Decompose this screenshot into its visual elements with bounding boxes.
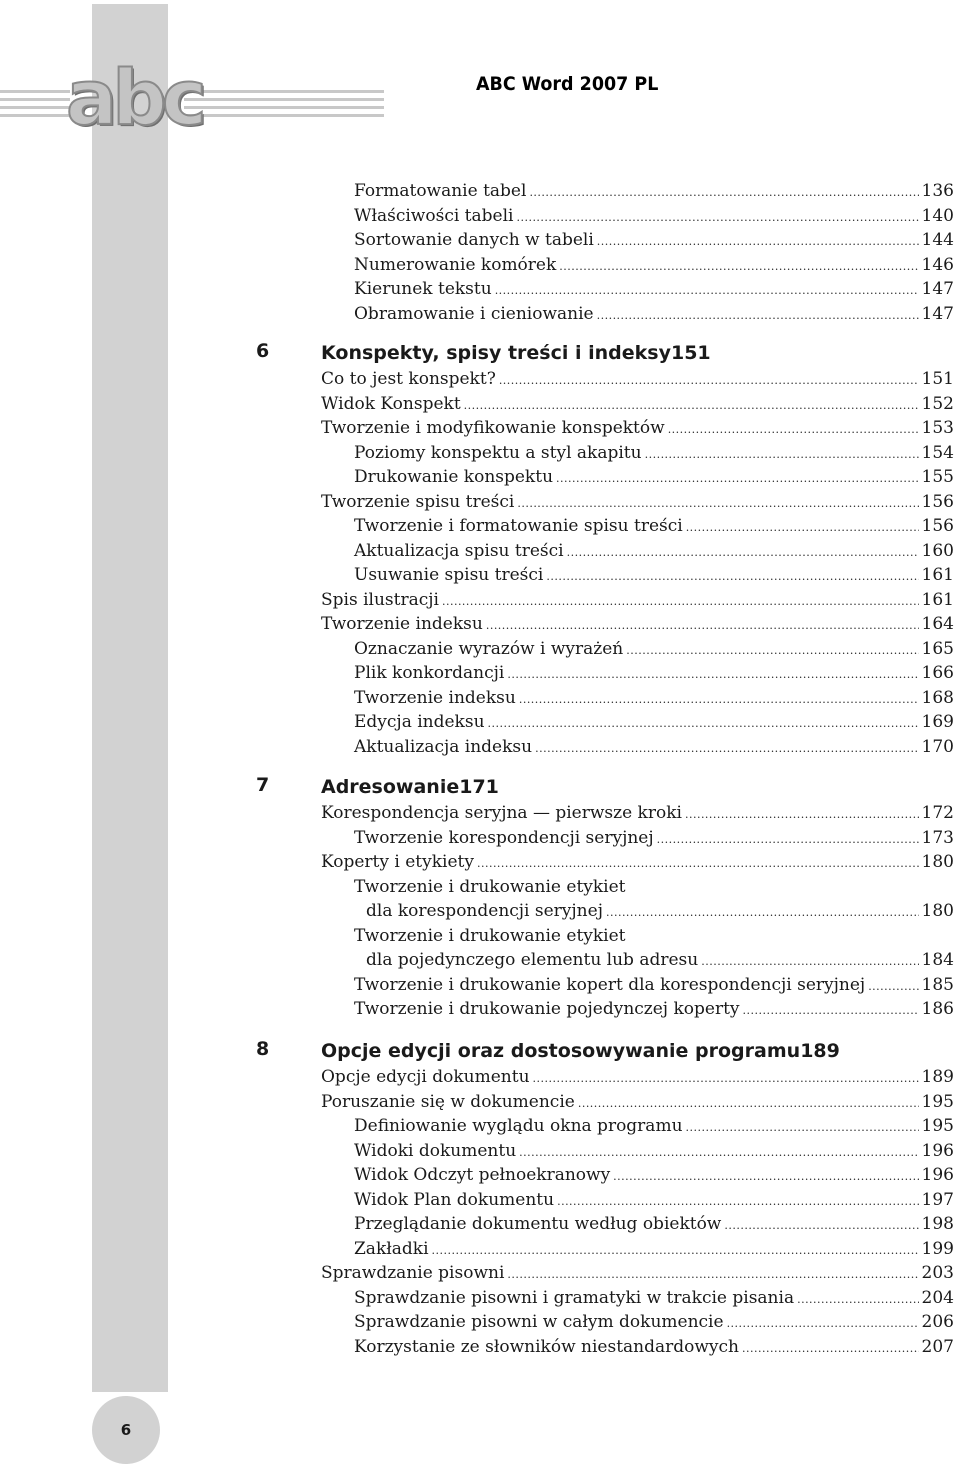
dot-leader — [742, 1336, 919, 1358]
toc-entry-title: Aktualizacja spisu treści — [354, 540, 564, 561]
dot-leader — [724, 1213, 918, 1235]
toc-entry[interactable] — [354, 540, 954, 562]
toc-entry-title: Tworzenie i drukowanie etykiet — [354, 925, 626, 946]
dot-leader — [556, 466, 919, 488]
chapter-page: 151 — [670, 342, 711, 364]
toc-entry-page: 156 — [921, 491, 954, 512]
dot-leader — [868, 974, 918, 996]
toc-entry-page: 155 — [921, 467, 954, 487]
toc-entry[interactable] — [354, 515, 954, 537]
dot-leader — [797, 1287, 918, 1309]
toc-entry[interactable] — [354, 638, 954, 660]
chapter-heading[interactable] — [321, 774, 954, 800]
toc-entry-title: Widok Plan dokumentu — [354, 1189, 555, 1210]
toc-entry[interactable] — [354, 974, 954, 996]
dot-leader — [657, 827, 919, 849]
toc-entry-page: 147 — [921, 303, 954, 324]
toc-entry-page: 207 — [921, 1336, 954, 1357]
dot-leader — [507, 662, 918, 684]
toc-entry[interactable] — [354, 180, 954, 202]
toc-entry-page: 152 — [921, 393, 954, 414]
toc-entry-title: Kierunek tekstu — [354, 279, 492, 299]
toc-entry-title: Sprawdzanie pisowni i gramatyki w trakcie pisania — [354, 1287, 795, 1308]
toc-entry[interactable] — [321, 1066, 954, 1088]
toc-entry-title: Tworzenie indeksu — [321, 614, 483, 634]
dot-leader — [507, 1262, 918, 1284]
chapter-number: 7 — [256, 774, 270, 796]
toc-entry[interactable] — [354, 1189, 954, 1211]
chapter-title: Adresowanie — [321, 776, 460, 798]
toc-entry-title: Tworzenie i drukowanie pojedynczej koperty — [354, 999, 740, 1019]
chapter-title: Opcje edycji oraz dostosowywanie programu — [321, 1040, 801, 1062]
toc-entry-page: 144 — [921, 230, 954, 250]
dot-leader — [567, 540, 919, 562]
toc-entry[interactable] — [354, 229, 954, 251]
toc-entry-page: 161 — [921, 589, 954, 610]
toc-entry-page: 156 — [921, 516, 954, 536]
toc-entry[interactable] — [354, 736, 954, 758]
toc-entry-title: Właściwości tabeli — [354, 205, 514, 226]
toc-entry[interactable] — [354, 564, 954, 586]
toc-entry-title: Spis ilustracji — [321, 589, 439, 610]
toc-entry-title: Usuwanie spisu treści — [354, 565, 544, 585]
toc-entry-title: Korzystanie ze słowników niestandardowych — [354, 1336, 739, 1357]
toc-entry-page: 168 — [921, 687, 954, 708]
toc-entry-title: Tworzenie i drukowanie etykiet — [354, 876, 626, 897]
toc-entry-page: 197 — [921, 1189, 954, 1210]
toc-entry[interactable] — [321, 851, 954, 873]
toc-entry[interactable] — [354, 1140, 954, 1162]
dot-leader — [477, 851, 919, 873]
toc-entry-page: 195 — [921, 1116, 954, 1136]
dot-leader — [559, 254, 918, 276]
toc-entry-page: 186 — [921, 999, 954, 1019]
toc-entry[interactable] — [354, 205, 954, 227]
dot-leader — [499, 368, 919, 390]
toc-entry[interactable] — [354, 1164, 954, 1186]
dot-leader — [743, 998, 919, 1020]
toc-entry[interactable] — [354, 303, 954, 325]
toc-entry[interactable] — [354, 1311, 954, 1333]
toc-entry-page: 180 — [921, 852, 954, 872]
toc-entry[interactable] — [354, 466, 954, 488]
toc-entry-title: Widoki dokumentu — [354, 1140, 517, 1161]
toc-entry[interactable] — [321, 368, 954, 390]
toc-entry-page: 184 — [921, 950, 954, 970]
toc-entry[interactable] — [354, 998, 954, 1020]
toc-entry[interactable] — [354, 278, 954, 300]
toc-entry[interactable] — [321, 491, 954, 513]
toc-entry[interactable] — [321, 1091, 954, 1113]
toc-entry-title: Tworzenie i drukowanie kopert dla korespondencji seryjnej — [354, 974, 866, 995]
toc-entry-title: Obramowanie i cieniowanie — [354, 303, 594, 324]
dot-leader — [519, 1140, 918, 1162]
toc-entry[interactable] — [354, 1336, 954, 1358]
toc-entry[interactable] — [366, 949, 954, 971]
toc-entry-title: Sprawdzanie pisowni w całym dokumencie — [354, 1312, 724, 1332]
chapter-heading[interactable] — [321, 1038, 954, 1064]
toc-entry-title: Sprawdzanie pisowni — [321, 1263, 505, 1283]
toc-entry-title: Tworzenie i modyfikowanie konspektów — [321, 418, 665, 438]
toc-entry-page: 206 — [921, 1312, 954, 1332]
toc-entry-page: 169 — [921, 712, 954, 732]
dot-leader — [486, 613, 919, 635]
toc-entry-first-line — [354, 876, 626, 898]
dot-leader — [517, 491, 918, 513]
toc-entry-page: 173 — [921, 827, 954, 848]
chapter-number: 6 — [256, 340, 270, 362]
toc-entry-page: 196 — [921, 1140, 954, 1161]
dot-leader — [516, 205, 918, 227]
logo-stripes-left — [0, 90, 70, 122]
toc-entry-page: 154 — [921, 442, 954, 463]
toc-entry-page: 146 — [921, 254, 954, 275]
dot-leader — [546, 564, 918, 586]
dot-leader — [557, 1189, 918, 1211]
toc-entry-title: Tworzenie spisu treści — [321, 491, 515, 512]
chapter-title: Konspekty, spisy treści i indeksy — [321, 342, 671, 364]
toc-entry-page: 203 — [921, 1263, 954, 1283]
dot-leader — [686, 515, 919, 537]
dot-leader — [668, 417, 919, 439]
toc-entry[interactable] — [321, 613, 954, 635]
toc-entry[interactable] — [354, 827, 954, 849]
margin-bar — [92, 0, 168, 1392]
toc-entry-title: Opcje edycji dokumentu — [321, 1067, 530, 1087]
toc-entry-title: Tworzenie i formatowanie spisu treści — [354, 516, 683, 536]
toc-entry-page: 151 — [921, 369, 954, 389]
toc-entry-title: Korespondencja seryjna — pierwsze kroki — [321, 803, 682, 823]
dot-leader — [495, 278, 919, 300]
dot-leader — [442, 589, 919, 611]
toc-entry[interactable] — [321, 589, 954, 611]
toc-entry-page: 196 — [921, 1165, 954, 1185]
dot-leader — [597, 303, 919, 325]
page-number: 6 — [92, 1396, 160, 1464]
toc-entry-page: 195 — [921, 1091, 954, 1112]
dot-leader — [626, 638, 918, 660]
dot-leader — [464, 393, 919, 415]
toc-entry[interactable] — [354, 711, 954, 733]
toc-entry[interactable] — [354, 1213, 954, 1235]
toc-entry-title: Poziomy konspektu a styl akapitu — [354, 442, 642, 463]
toc-entry[interactable] — [321, 802, 954, 824]
dot-leader — [432, 1238, 919, 1260]
toc-entry-page: 172 — [921, 803, 954, 823]
toc-entry-title: dla pojedynczego elementu lub adresu — [366, 950, 699, 970]
toc-entry-title: Edycja indeksu — [354, 712, 485, 732]
dot-leader — [519, 687, 919, 709]
toc-entry-title: Numerowanie komórek — [354, 254, 557, 275]
toc-entry[interactable] — [354, 687, 954, 709]
toc-entry-page: 170 — [921, 736, 954, 757]
toc-entry-page: 164 — [921, 614, 954, 634]
toc-entry-title: Widok Odczyt pełnoekranowy — [354, 1165, 611, 1185]
toc-entry-title: Tworzenie indeksu — [354, 687, 516, 708]
toc-entry-page: 189 — [921, 1067, 954, 1087]
chapter-page: 171 — [459, 776, 499, 798]
toc-entry-page: 153 — [921, 418, 954, 438]
logo-stripes-right — [184, 90, 384, 122]
toc-entry-title: Oznaczanie wyrazów i wyrażeń — [354, 638, 624, 659]
toc-entry-page: 161 — [921, 565, 954, 585]
toc-entry[interactable] — [321, 417, 954, 439]
dot-leader — [597, 229, 919, 251]
toc-entry[interactable] — [354, 662, 954, 684]
toc-entry-page: 199 — [921, 1238, 954, 1259]
toc-entry-page: 160 — [921, 540, 954, 561]
toc-entry-page: 198 — [921, 1214, 954, 1234]
dot-leader — [529, 180, 918, 202]
toc-entry-title: Widok Konspekt — [321, 393, 461, 414]
chapter-number: 8 — [256, 1038, 270, 1060]
dot-leader — [578, 1091, 919, 1113]
dot-leader — [613, 1164, 918, 1186]
toc-entry-title: Aktualizacja indeksu — [354, 736, 533, 757]
toc-entry-title: Sortowanie danych w tabeli — [354, 230, 594, 250]
toc-entry-title: Przeglądanie dokumentu według obiektów — [354, 1214, 722, 1234]
toc-entry-title: Zakładki — [354, 1238, 429, 1259]
chapter-heading[interactable] — [321, 340, 954, 366]
toc-entry-title: Poruszanie się w dokumencie — [321, 1091, 575, 1112]
toc-entry[interactable] — [321, 1262, 954, 1284]
dot-leader — [533, 1066, 919, 1088]
dot-leader — [645, 442, 919, 464]
toc-entry-title: Definiowanie wyglądu okna programu — [354, 1116, 683, 1136]
toc-entry-page: 185 — [921, 974, 954, 995]
toc-entry-title: Tworzenie korespondencji seryjnej — [354, 827, 654, 848]
toc-entry[interactable] — [354, 1287, 954, 1309]
toc-entry[interactable] — [366, 900, 954, 922]
dot-leader — [535, 736, 918, 758]
toc-entry-page: 136 — [921, 181, 954, 201]
toc-entry-title: Drukowanie konspektu — [354, 467, 554, 487]
toc-entry-page: 166 — [921, 663, 954, 683]
chapter-page: 189 — [800, 1040, 840, 1062]
toc-entry[interactable] — [354, 1238, 954, 1260]
toc-entry-page: 147 — [921, 279, 954, 299]
toc-entry-title: dla korespondencji seryjnej — [366, 901, 603, 921]
dot-leader — [685, 802, 919, 824]
abc-logo: abc — [66, 53, 202, 142]
toc-entry-first-line — [354, 925, 626, 947]
dot-leader — [686, 1115, 919, 1137]
book-title: ABC Word 2007 PL — [476, 73, 659, 95]
toc-entry[interactable] — [354, 1115, 954, 1137]
toc-entry-title: Co to jest konspekt? — [321, 369, 496, 389]
toc-entry[interactable] — [321, 393, 954, 415]
dot-leader — [606, 900, 919, 922]
toc-entry-title: Formatowanie tabel — [354, 181, 527, 201]
toc-entry[interactable] — [354, 254, 954, 276]
toc-entry-page: 165 — [921, 638, 954, 659]
toc-entry-title: Plik konkordancji — [354, 663, 505, 683]
dot-leader — [488, 711, 919, 733]
toc-entry-page: 140 — [921, 205, 954, 226]
toc-entry-title: Koperty i etykiety — [321, 852, 474, 872]
dot-leader — [727, 1311, 919, 1333]
toc-entry-page: 180 — [921, 901, 954, 921]
toc-entry[interactable] — [354, 442, 954, 464]
dot-leader — [701, 949, 918, 971]
toc-entry-page: 204 — [921, 1287, 954, 1308]
